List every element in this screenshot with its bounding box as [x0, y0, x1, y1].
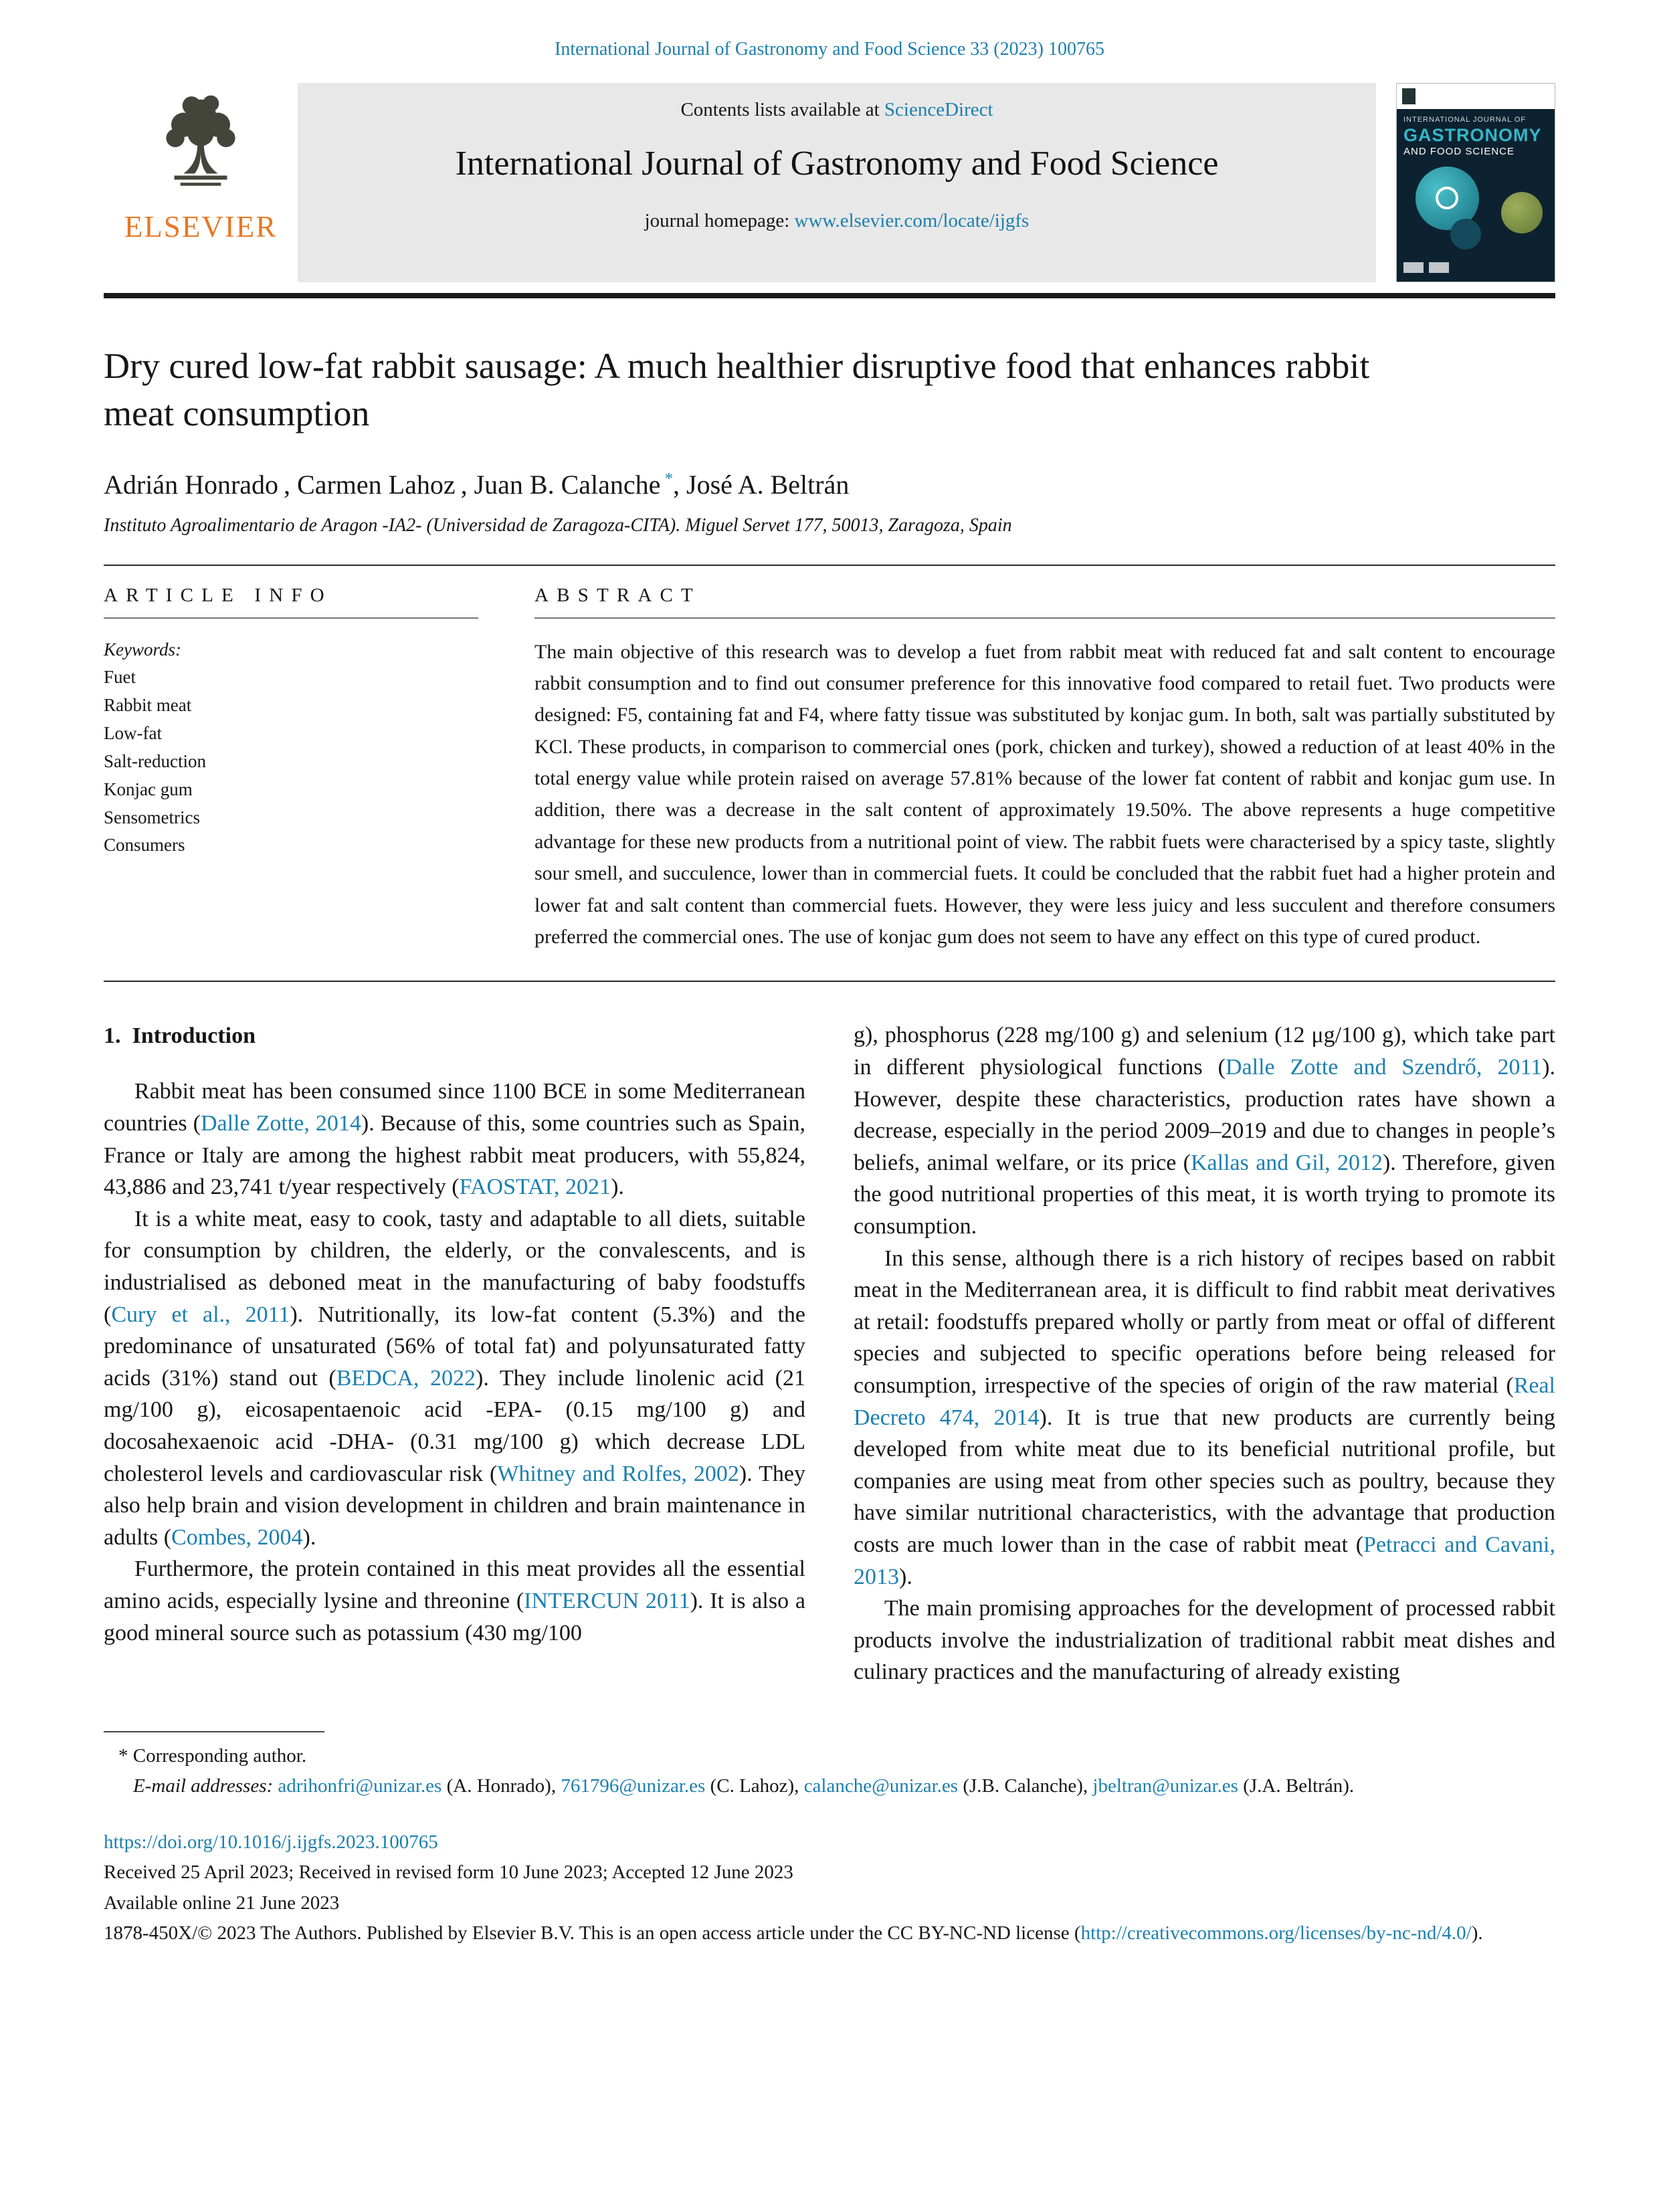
left-column [104, 1019, 805, 1688]
header-divider [104, 293, 1555, 298]
journal-title: International Journal of Gastronomy and Food Science [455, 144, 1219, 183]
contents-label: Contents lists available at [680, 99, 880, 120]
keyword: Consumers [104, 835, 185, 856]
footnote-block [104, 1731, 1555, 1801]
abstract-heading: ABSTRACT [534, 585, 1555, 619]
citation-link[interactable]: Combes, 2004 [171, 1524, 303, 1550]
abstract-text: The main objective of this research was to develop a fuet from rabbit meat with reduced fat and salt content to encourage rabbit consumption and to find out consumer preference for this innovative food compared to retail fuet. Two products were designed: F5, containing fat and F4, where fatty tissue was substituted by konjac gum. In both, salt was partially substituted by KCl. These products, in comparison to commercial ones (pork, chicken and turkey), showed a reduction of at least 40% in the total energy value while protein raised on average 57.81% because of the lower fat content of rabbit and konjac gum use. In addition, there was a decrease in the salt content of approximately 19.50%. The above represents a huge competitive advantage for these new products from a nutritional point of view. The rabbit fuets were characterised by a spicy taste, slightly sour smell, and succulence, lower than in commercial fuets. It could be concluded that the rabbit fuet had a higher protein and lower fat and salt content than commercial fuets. However, they were less juicy and less succulent and therefore consumers preferred the commercial ones. The use of konjac gum does not seem to have any effect on this type of cured product. [534, 640, 1555, 948]
keywords-label: Keywords: [104, 639, 181, 660]
publication-footer [104, 1828, 1555, 1948]
article-title: Dry cured low-fat rabbit sausage: A much healthier disruptive food that enhances rabbit meat consumption [104, 346, 1370, 434]
elsevier-wordmark: ELSEVIER [124, 210, 278, 243]
right-column [854, 1019, 1555, 1688]
article-info-heading: ARTICLE INFO [104, 585, 478, 619]
introduction-section [104, 1019, 1555, 1688]
abstract-column [534, 585, 1555, 953]
homepage-label: journal homepage: [644, 210, 790, 231]
cover-footer-logo-icon [1429, 262, 1449, 273]
plate-icon [1436, 187, 1458, 209]
cover-mini-logo-icon [1402, 88, 1416, 104]
affiliation: Instituto Agroalimentario de Aragon -IA2- (Universidad de Zaragoza-CITA). Miguel Servet 177, 50013, Zaragoza, Spain [104, 514, 1012, 536]
paragraph: In this sense, although there is a rich history of recipes based on rabbit meat in the Mediterranean area, it is difficult to find rabbit meat derivatives at retail: foodstuffs prepared wholly or partly from meat or offal of different species and subjected to specific operations before being released for consumption, irrespective of the species of origin of the raw material (Real Decreto 474, 2014). It is true that new products are currently being developed from white meat due to its beneficial nutritional profile, but companies are using meat from other species such as poultry, because they have similar nutritional characteristics, with the advantage that production costs are much lower than in the case of rabbit meat (Petracci and Cavani, 2013). [854, 1245, 1555, 1589]
cover-art-circle [1501, 192, 1543, 233]
contents-line [318, 99, 1356, 121]
cover-journal-name: GASTRONOMY [1403, 125, 1542, 145]
cover-journal-kicker: INTERNATIONAL JOURNAL OF [1403, 116, 1527, 124]
cover-art-circle [1450, 219, 1481, 249]
paragraph: The main promising approaches for the development of processed rabbit products involve the industrialization of traditional rabbit meat dishes and culinary practices and the manufacturing of already existing [854, 1596, 1555, 1685]
cover-journal-name-2: AND FOOD SCIENCE [1403, 146, 1515, 157]
cover-top-strip [1397, 84, 1555, 109]
keyword: Salt-reduction [104, 750, 206, 771]
citation-link[interactable]: Cury et al., 2011 [111, 1302, 290, 1327]
paragraph: Furthermore, the protein contained in this meat provides all the essential amino acids, especially lysine and threonine (INTERCUN 2011). It is also a good mineral source such as potassium (430 mg/100 [104, 1556, 805, 1645]
elsevier-logo [104, 83, 298, 282]
citation-link[interactable]: Dalle Zotte, 2014 [200, 1111, 361, 1136]
citation-link[interactable]: Whitney and Rolfes, 2002 [497, 1461, 739, 1486]
citation-link[interactable]: FAOSTAT, 2021 [459, 1175, 611, 1200]
email-link[interactable]: jbeltran@unizar.es [1092, 1775, 1238, 1797]
keyword: Rabbit meat [104, 695, 192, 716]
keyword: Konjac gum [104, 779, 193, 799]
journal-banner [298, 83, 1376, 282]
email-link[interactable]: 761796@unizar.es [561, 1775, 706, 1797]
journal-cover-thumbnail [1396, 83, 1555, 282]
article-info-column [104, 585, 478, 953]
journal-header [104, 83, 1555, 282]
sciencedirect-link[interactable]: ScienceDirect [884, 99, 993, 120]
author-list: Adrián Honrado , Carmen Lahoz , Juan B. Calanche *, José A. Beltrán [104, 469, 850, 500]
journal-homepage-link[interactable]: www.elsevier.com/locate/ijgfs [794, 210, 1030, 231]
paragraph: Rabbit meat has been consumed since 1100 BCE in some Mediterranean countries (Dalle Zotte, 2014). Because of this, some countries such as Spain, France or Italy are among the highest rabbit meat producers, with 55,824, 43,886 and 23,741 t/year respectively (FAOSTAT, 2021). [104, 1079, 805, 1200]
citation-link[interactable]: BEDCA, 2022 [336, 1365, 476, 1391]
email-link[interactable]: adrihonfri@unizar.es [278, 1775, 442, 1797]
license-link[interactable]: http://creativecommons.org/licenses/by-nc-nd/4.0/ [1080, 1922, 1472, 1944]
corresponding-author-asterisk[interactable]: * [660, 470, 674, 488]
citation-link[interactable]: Kallas and Gil, 2012 [1190, 1150, 1383, 1175]
email-addresses: E-mail addresses: adrihonfri@unizar.es (A. Honrado), 761796@unizar.es (C. Lahoz), calanche@unizar.es (J.B. Calanche), jbeltran@unizar.es (J.A. Beltrán). [133, 1775, 1355, 1797]
homepage-line [318, 210, 1356, 232]
paragraph: g), phosphorus (228 mg/100 g) and selenium (12 μg/100 g), which take part in different physiological functions (Dalle Zotte and Szendrő, 2011). However, despite these characteristics, production rates have shown a decrease, especially in the period 2009–2019 and due to changes in people’s beliefs, animal welfare, or its price (Kallas and Gil, 2012). Therefore, given the good nutritional properties of this meat, it is worth trying to promote its consumption. [854, 1023, 1556, 1239]
copyright-line: 1878-450X/© 2023 The Authors. Published by Elsevier B.V. This is an open access article under the CC BY-NC-ND license (http://creativecommons.org/licenses/by-nc-nd/4.0/). [104, 1922, 1483, 1944]
elsevier-tree-icon [150, 88, 252, 205]
doi-link[interactable]: https://doi.org/10.1016/j.ijgfs.2023.100765 [104, 1831, 438, 1853]
cover-artwork [1403, 163, 1548, 259]
email-link[interactable]: calanche@unizar.es [803, 1775, 959, 1797]
keyword: Fuet [104, 667, 136, 688]
journal-reference-link[interactable]: International Journal of Gastronomy and Food Science 33 (2023) 100765 [555, 39, 1104, 60]
corresponding-author-note: * Corresponding author. [118, 1744, 307, 1767]
section-heading-introduction: 1. Introduction [104, 1023, 256, 1049]
citation-link[interactable]: Dalle Zotte and Szendrő, 2011 [1226, 1055, 1543, 1080]
received-dates: Received 25 April 2023; Received in revised form 10 June 2023; Accepted 12 June 2023 [104, 1862, 793, 1884]
cover-footer-logos [1403, 259, 1548, 276]
footnote-divider [104, 1731, 324, 1732]
cover-footer-logo-icon [1403, 262, 1424, 273]
cover-body [1397, 109, 1555, 282]
citation-link[interactable]: Real Decreto 474, 2014 [854, 1373, 1555, 1430]
citation-link[interactable]: Petracci and Cavani, 2013 [854, 1532, 1555, 1589]
keyword: Sensometrics [104, 807, 200, 827]
info-abstract-section [104, 566, 1555, 983]
paragraph: It is a white meat, easy to cook, tasty and adaptable to all diets, suitable for consumption by children, the elderly, or the convalescents, and is industrialised as deboned meat in the manufacturing of baby foodstuffs (Cury et al., 2011). Nutritionally, its low-fat content (5.3%) and the predominance of unsaturated (56% of total fat) and polyunsaturated fatty acids (31%) stand out (BEDCA, 2022). They include linolenic acid (21 mg/100 g), eicosapentaenoic acid -EPA- (0.15 mg/100 g) and docosahexaenoic acid -DHA- (0.31 mg/100 g) which decrease LDL cholesterol levels and cardiovascular risk (Whitney and Rolfes, 2002). They also help brain and vision development in children and brain maintenance in adults (Combes, 2004). [104, 1206, 806, 1550]
keyword: Low-fat [104, 723, 162, 744]
available-online: Available online 21 June 2023 [104, 1892, 340, 1914]
citation-link[interactable]: INTERCUN 2011 [524, 1588, 690, 1613]
